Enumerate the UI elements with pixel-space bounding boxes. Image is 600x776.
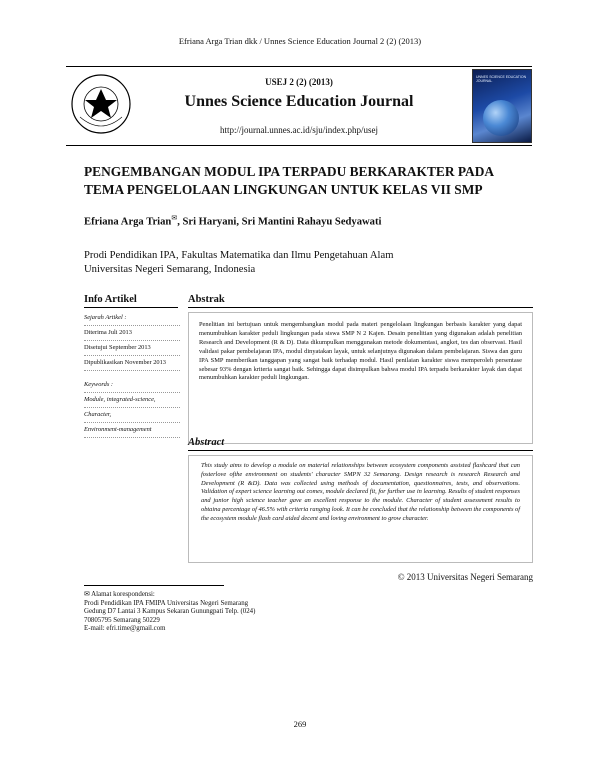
globe-icon: [483, 100, 519, 136]
envelope-icon: ✉: [84, 591, 90, 598]
abstract-text: This study aims to develop a module on material relationships between ecosystem components assisted flashcard that can fosterlove ofthe environment on students' character SMPN 32 Semarang. Design research is research Research and Development (R &D). Data was collected using methods of documentation, questionnaires, tests, and observations. Validation of expert science learning out comes, module declared fit, for further use in learning. Results of student responses and junior high science teacher gave an excellent response to the module. Character of student assessment results to obtaina percentage of 46.5% with criteria ranging look. It can be concluded that the relationship between the components of the ecosystem module flash card aided decent and loving environment to grow character.: [201, 462, 521, 522]
correspondence-line: Prodi Pendidikan IPA FMIPA Universitas Negeri Semarang: [84, 599, 249, 607]
abstrak-box: [188, 312, 533, 444]
cover-title: UNNES SCIENCE EDUCATION JOURNAL: [476, 75, 527, 84]
page-number: 269: [293, 719, 307, 729]
journal-cover-image: [472, 69, 532, 143]
received-date: Diterima Juli 2013: [84, 326, 180, 341]
correspondence-label: [84, 591, 384, 600]
approved-date: Disetujui September 2013: [84, 341, 180, 356]
journal-url[interactable]: http://journal.unnes.ac.id/sju/index.php/usej: [220, 125, 378, 135]
info-heading: Info Artikel: [84, 294, 178, 308]
correspondence-mark-icon: ✉: [171, 214, 178, 222]
abstrak-heading: Abstrak: [188, 294, 533, 308]
history-label: Sejarah Artikel :: [84, 311, 180, 326]
correspondence-email[interactable]: E-mail: efri.time@gmail.com: [84, 625, 166, 633]
article-history: [84, 311, 180, 371]
keywords-block: [84, 378, 180, 438]
correspondence-block: [84, 591, 384, 634]
author-list: [84, 214, 524, 228]
journal-header: [66, 66, 532, 146]
journal-issue: USEJ 2 (2) (2013): [265, 77, 333, 87]
footnote-divider: [84, 585, 224, 586]
abstrak-text: Penelitian ini bertujuan untuk mengembangkan modul pada materi pengelolaan lingkungan berbasis karakter yang dapat menumbuhkan karakter peduli lingkungan pada siswa SMP N 2 Kajen. Desain penelitian yang digunakan adalah penelitian Research and Development (R & D). Data dikumpulkan menggunakan metode dokumentasi, angket, tes dan observasi. Hasil validasi pakar pembelajaran IPA, modul dinyatakan layak, untuk selanjutnya digunakan dalam pembelajaran. Siswa dan guru IPA SMP memberikan tanggapan yang sangat baik terhadap modul. Hasil penilaian karakter siswa memperoleh persentase sebesar 93% dengan kriteria sangat baik. Sehingga dapat disimpulkan bahwa modul IPA terpadu berkarakter layak dan dapat menumbuhkan karakter peduli lingkungan.: [199, 321, 522, 382]
abstract-heading: Abstract: [188, 437, 533, 451]
keyword-item: Environment-management: [84, 423, 180, 438]
article-title: PENGEMBANGAN MODUL IPA TERPADU BERKARAKTER PADA TEMA PENGELOLAAN LINGKUNGAN UNTUK KELAS VII SMP: [84, 164, 494, 197]
running-head: Efriana Arga Trian dkk / Unnes Science Education Journal 2 (2) (2013): [178, 36, 422, 46]
affiliation: [84, 249, 524, 277]
keyword-item: Module, integrated-science,: [84, 393, 180, 408]
correspondence-label-text: Alamat korespondensi:: [91, 591, 155, 598]
other-authors: , Sri Haryani, Sri Mantini Rahayu Sedyawati: [177, 216, 382, 228]
correspondence-line: Gedung D7 Lantai 3 Kampus Sekaran Gunungpati Telp. (024): [84, 608, 256, 616]
first-author: Efriana Arga Trian: [84, 216, 172, 228]
published-date: Dipublikasikan November 2013: [84, 356, 180, 371]
keyword-item: Character,: [84, 408, 180, 423]
keywords-label: Keywords :: [84, 378, 180, 393]
journal-title: Unnes Science Education Journal: [184, 93, 414, 110]
correspondence-line: 70805795 Semarang 50229: [84, 616, 160, 624]
affiliation-line: Universitas Negeri Semarang, Indonesia: [84, 264, 256, 275]
affiliation-line: Prodi Pendidikan IPA, Fakultas Matematika dan Ilmu Pengetahuan Alam: [84, 250, 394, 261]
copyright-notice: © 2013 Universitas Negeri Semarang: [397, 572, 533, 582]
abstract-box: [188, 455, 533, 563]
